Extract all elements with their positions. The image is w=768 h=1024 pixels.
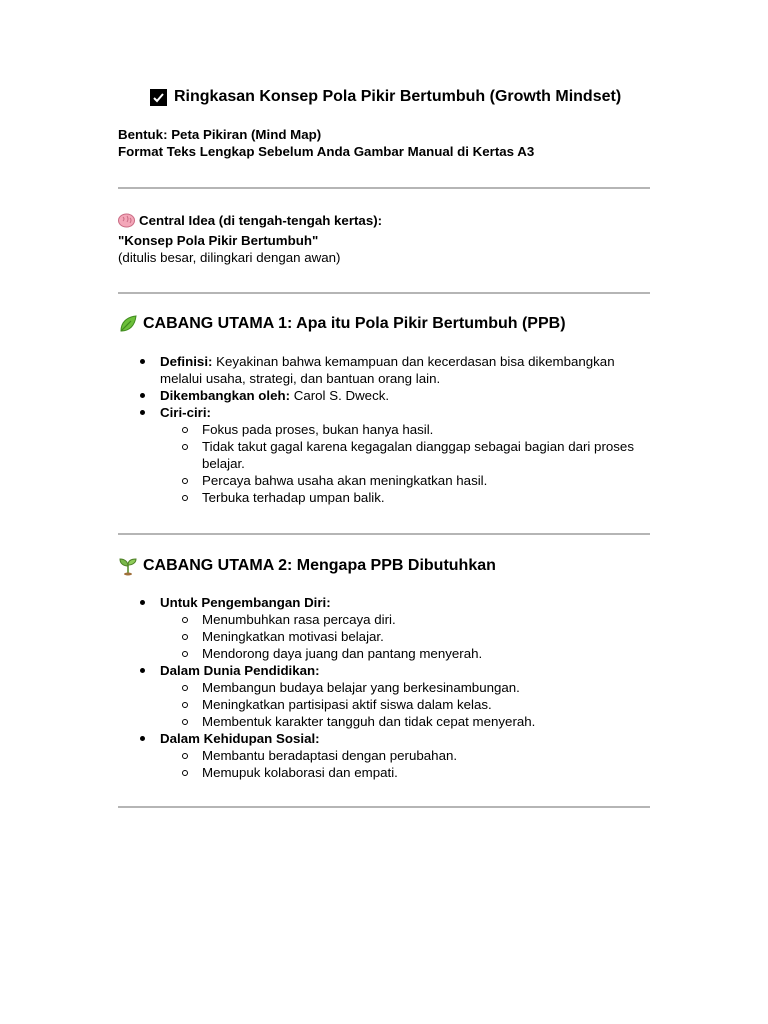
developer-label: Dikembangkan oleh:: [160, 388, 291, 403]
document-title: [150, 88, 621, 106]
sub-list-item: Meningkatkan partisipasi aktif siswa dalam kelas.: [138, 696, 658, 713]
group-label: Dalam Kehidupan Sosial:: [160, 731, 320, 746]
list-item: [138, 662, 658, 679]
group-label: Untuk Pengembangan Diri:: [160, 595, 331, 610]
central-idea-heading: [118, 212, 382, 232]
sub-list-item: Memupuk kolaborasi dan empati.: [138, 764, 658, 781]
sub-list-item: Menumbuhkan rasa percaya diri.: [138, 611, 658, 628]
list-item: [138, 387, 658, 404]
central-idea-block: [118, 212, 382, 266]
divider: [118, 533, 650, 535]
developer-text: Carol S. Dweck.: [290, 388, 390, 403]
meta-form-line: Bentuk: Peta Pikiran (Mind Map): [118, 127, 322, 142]
characteristics-label: Ciri-ciri:: [160, 405, 211, 420]
central-idea-note: (ditulis besar, dilingkari dengan awan): [118, 250, 341, 265]
brain-icon: [118, 213, 135, 232]
meta-format-line: Format Teks Lengkap Sebelum Anda Gambar Manual di Kertas A3: [118, 144, 535, 159]
list-item: [138, 594, 658, 611]
meta-block: [118, 126, 534, 160]
divider: [118, 806, 650, 808]
central-idea-text: "Konsep Pola Pikir Bertumbuh": [118, 233, 319, 248]
branch-1-list: [138, 353, 658, 506]
list-item: [138, 404, 658, 421]
sub-list-item: Mendorong daya juang dan pantang menyerah.: [138, 645, 658, 662]
check-icon: [150, 89, 167, 106]
list-item: [138, 353, 658, 387]
definition-label: Definisi:: [160, 354, 213, 369]
sub-list-item: Membantu beradaptasi dengan perubahan.: [138, 747, 658, 764]
branch-2-title: [118, 556, 496, 576]
sub-list-item: Terbuka terhadap umpan balik.: [138, 489, 658, 506]
divider: [118, 187, 650, 189]
branch-1-title-text: CABANG UTAMA 1: Apa itu Pola Pikir Bertumbuh (PPB): [143, 315, 566, 332]
central-heading-text: Central Idea (di tengah-tengah kertas):: [139, 213, 383, 228]
title-text: Ringkasan Konsep Pola Pikir Bertumbuh (Growth Mindset): [174, 88, 622, 105]
branch-2-title-text: CABANG UTAMA 2: Mengapa PPB Dibutuhkan: [143, 557, 496, 574]
sub-list-item: Membentuk karakter tangguh dan tidak cepat menyerah.: [138, 713, 658, 730]
branch-2-list: [138, 594, 658, 781]
list-item: [138, 730, 658, 747]
definition-text: Keyakinan bahwa kemampuan dan kecerdasan bisa dikembangkan melalui usaha, strategi, dan bantuan orang lain.: [160, 354, 615, 386]
branch-1-title: [118, 314, 566, 334]
sub-list-item: Percaya bahwa usaha akan meningkatkan hasil.: [138, 472, 658, 489]
sub-list-item: Fokus pada proses, bukan hanya hasil.: [138, 421, 658, 438]
group-label: Dalam Dunia Pendidikan:: [160, 663, 320, 678]
divider: [118, 292, 650, 294]
leaf-icon: [118, 314, 138, 334]
sub-list-item: Membangun budaya belajar yang berkesinambungan.: [138, 679, 658, 696]
sub-list-item: Meningkatkan motivasi belajar.: [138, 628, 658, 645]
sub-list-item: Tidak takut gagal karena kegagalan dianggap sebagai bagian dari proses belajar.: [138, 438, 658, 472]
seedling-icon: [118, 556, 138, 576]
